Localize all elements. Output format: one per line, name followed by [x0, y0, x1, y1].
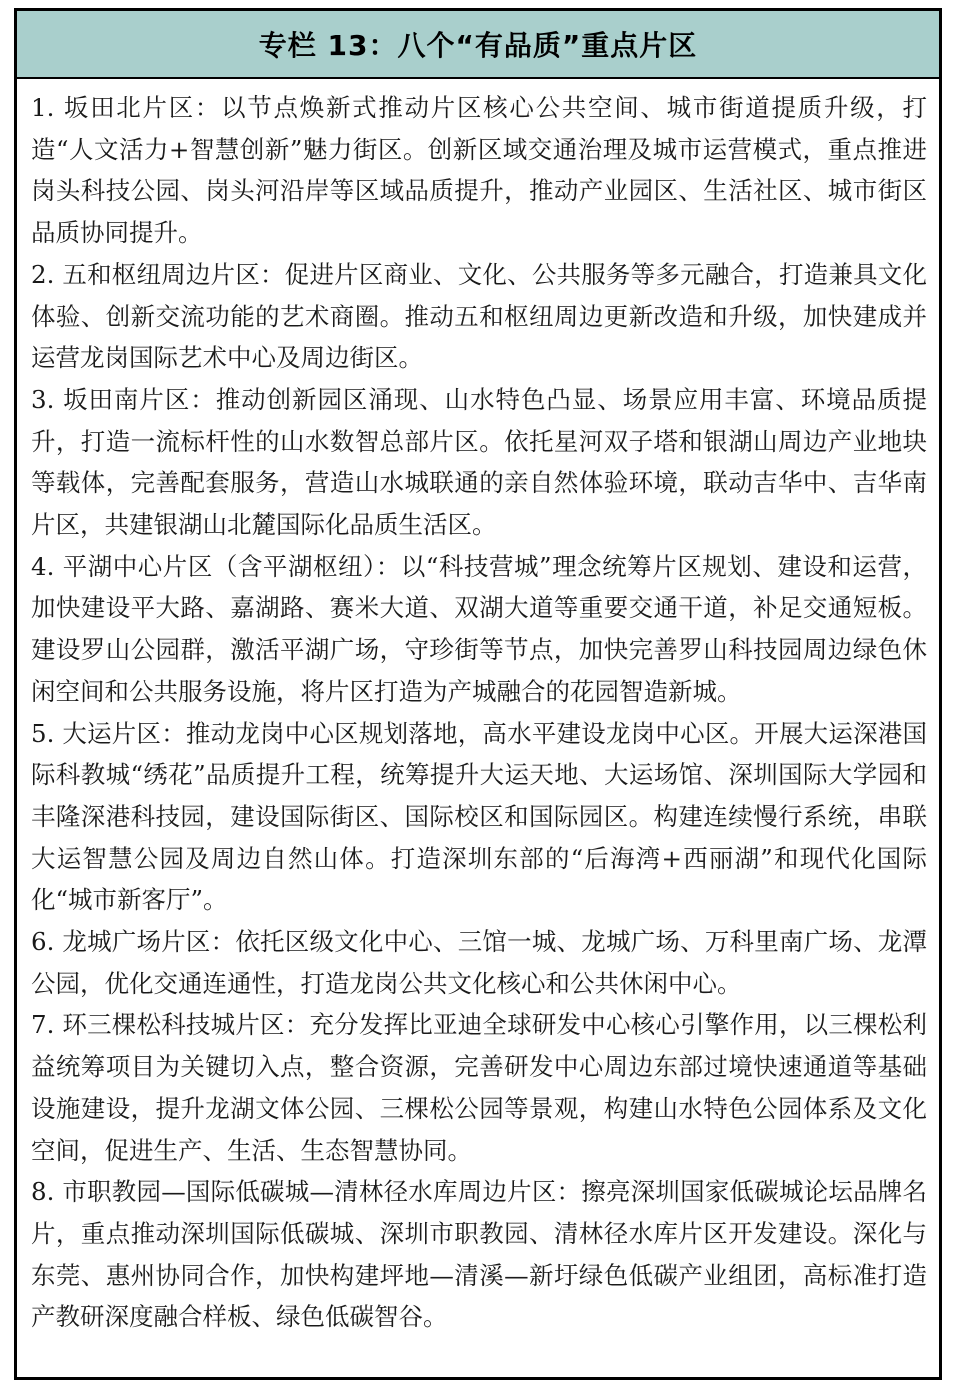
column-content: [17, 79, 939, 1338]
list-item: 5. 大运片区：推动龙岗中心区规划落地，高水平建设龙岗中心区。开展大运深港国际科教城“绣花”品质提升工程，统筹提升大运天地、大运场馆、深圳国际大学园和丰隆深港科技园，建设国际街区、国际校区和国际园区。构建连续慢行系统，串联大运智慧公园及周边自然山体。打造深圳东部的“后海湾+西丽湖”和现代化国际化“城市新客厅”。: [31, 718, 927, 915]
list-item: 8. 市职教园—国际低碳城—清林径水库周边片区：擦亮深圳国家低碳城论坛品牌名片，重点推动深圳国际低碳城、深圳市职教园、清林径水库片区开发建设。深化与东莞、惠州协同合作，加快构建坪地—清溪—新圩绿色低碳产业组团，高标准打造产教研深度融合样板、绿色低碳智谷。: [31, 1177, 927, 1332]
list-item: 1. 坂田北片区：以节点焕新式推动片区核心公共空间、城市街道提质升级，打造“人文活力+智慧创新”魅力街区。创新区域交通治理及城市运营模式，重点推进岗头科技公园、岗头河沿岸等区域品质提升，推动产业园区、生活社区、城市街区品质协同提升。: [31, 93, 927, 248]
column-header: [17, 11, 939, 79]
column-box: [14, 8, 942, 1380]
list-item: 4. 平湖中心片区（含平湖枢纽）：以“科技营城”理念统筹片区规划、建设和运营，加快建设平大路、嘉湖路、赛米大道、双湖大道等重要交通干道，补足交通短板。建设罗山公园群，激活平湖广场，守珍街等节点，加快完善罗山科技园周边绿色休闲空间和公共服务设施，将片区打造为产城融合的花园智造新城。: [31, 551, 927, 706]
list-item: 2. 五和枢纽周边片区：促进片区商业、文化、公共服务等多元融合，打造兼具文化体验、创新交流功能的艺术商圈。推动五和枢纽周边更新改造和升级，加快建成并运营龙岗国际艺术中心及周边街区。: [31, 259, 927, 373]
list-item: 6. 龙城广场片区：依托区级文化中心、三馆一城、龙城广场、万科里南广场、龙潭公园，优化交通连通性，打造龙岗公共文化核心和公共休闲中心。: [31, 927, 927, 998]
list-item: 3. 坂田南片区：推动创新园区涌现、山水特色凸显、场景应用丰富、环境品质提升，打造一流标杆性的山水数智总部片区。依托星河双子塔和银湖山周边产业地块等载体，完善配套服务，营造山水城联通的亲自然体验环境，联动吉华中、吉华南片区，共建银湖山北麓国际化品质生活区。: [31, 384, 927, 540]
list-item: 7. 环三棵松科技城片区：充分发挥比亚迪全球研发中心核心引擎作用，以三棵松利益统筹项目为关键切入点，整合资源，完善研发中心周边东部过境快速通道等基础设施建设，提升龙湖文体公园、三棵松公园等景观，构建山水特色公园体系及文化空间，促进生产、生活、生态智慧协同。: [31, 1010, 927, 1165]
column-title: 专栏 13：八个“有品质”重点片区: [258, 29, 698, 62]
